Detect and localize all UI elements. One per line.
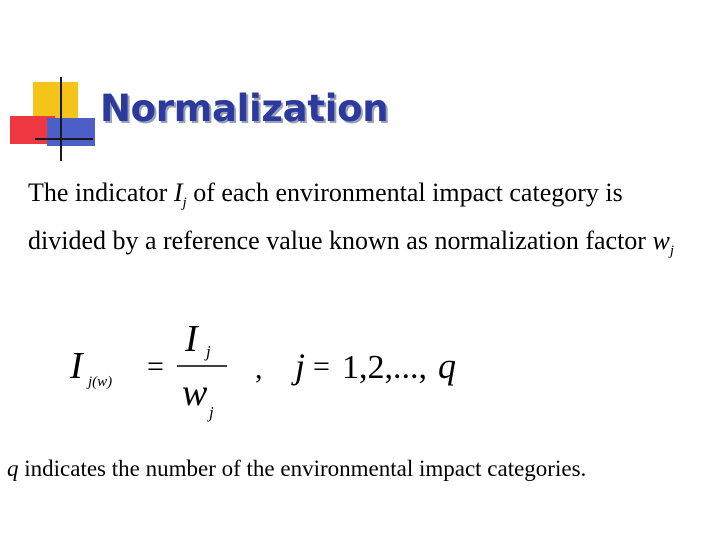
formula-index-values: 1,2,...,	[342, 349, 427, 386]
footer-symbol: q	[7, 456, 19, 481]
slide-title: Normalization	[100, 87, 389, 130]
intro-text-before: The indicator	[28, 178, 174, 207]
logo-horizontal-line	[35, 138, 93, 140]
formula-index-equals: =	[313, 350, 330, 383]
indicator-subscript: j	[182, 195, 187, 211]
footer-note	[7, 454, 719, 484]
footer-text: indicates the number of the environmental impact categories.	[18, 456, 587, 481]
decorative-logo-icon	[0, 0, 100, 165]
intro-text-middle: of each environmental impact category is divided by a reference value known as normalization factor	[28, 178, 653, 255]
intro-paragraph	[28, 174, 688, 270]
logo-vertical-line	[60, 77, 62, 161]
formula-upper-symbol: q	[438, 346, 456, 386]
factor-symbol: w	[652, 226, 670, 255]
formula-numerator-subscript: j	[206, 342, 211, 361]
formula-denominator-symbol: w	[182, 372, 208, 414]
factor-subscript: j	[669, 243, 674, 259]
formula-denominator-subscript: j	[209, 403, 214, 422]
formula-equals: =	[147, 350, 164, 383]
normalization-formula	[60, 315, 480, 435]
formula-numerator-symbol: I	[185, 318, 198, 360]
formula-lhs-subscript: j(w)	[88, 374, 113, 390]
formula-lhs-symbol: I	[70, 345, 83, 387]
formula-index-symbol: j	[295, 346, 306, 386]
logo-blue-square	[47, 118, 95, 146]
formula-separator: ,	[255, 352, 263, 385]
indicator-symbol: I	[173, 178, 183, 207]
